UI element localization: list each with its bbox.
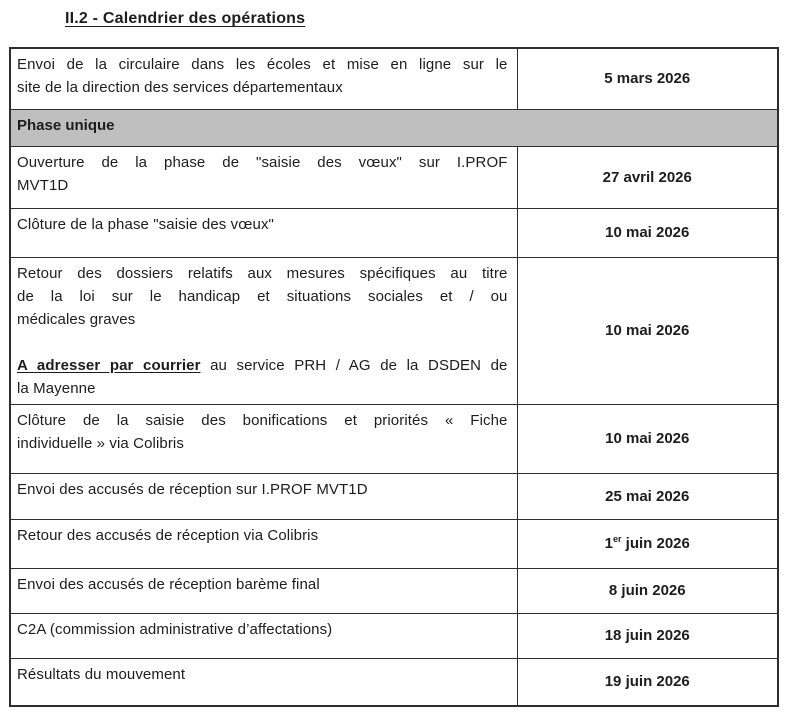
operation-cell (10, 613, 517, 658)
bold-underline-text: A adresser par courrier (17, 356, 201, 374)
operation-text: Envoi des accusés de réception sur I.PROF MVT1D (17, 480, 368, 498)
date-cell: 18 juin 2026 (517, 613, 778, 658)
date-cell: 25 mai 2026 (517, 473, 778, 519)
table-row-cloture-saisie-voeux (10, 208, 778, 257)
operation-text: C2A (commission administrative d’affectations) (17, 620, 333, 638)
calendar-table (9, 47, 779, 707)
operation-text: Clôture de la saisie des bonifications et priorités « Fiche individuelle » via Colibris (17, 411, 508, 452)
date-cell: 19 juin 2026 (517, 658, 778, 706)
table-row-retour-dossiers (10, 257, 778, 404)
ordinal-superscript: er (612, 534, 622, 544)
table-row-envoi-accuses-bareme (10, 568, 778, 613)
operation-cell (10, 208, 517, 257)
page-title: II.2 - Calendrier des opérations (65, 10, 306, 27)
operation-text: Résultats du mouvement (17, 665, 186, 683)
operation-text: Ouverture de la phase de "saisie des vœux" sur I.PROF MVT1D (17, 153, 508, 194)
table-row-resultats (10, 658, 778, 706)
operation-cell (10, 257, 517, 404)
date-cell: 27 avril 2026 (517, 146, 778, 208)
date-cell: 10 mai 2026 (517, 257, 778, 404)
table-row-ouverture-saisie (10, 146, 778, 208)
date-cell: 5 mars 2026 (517, 48, 778, 109)
operation-cell (10, 48, 517, 109)
date-cell: 10 mai 2026 (517, 208, 778, 257)
table-row-retour-accuses-colibris (10, 519, 778, 568)
section-header-cell: Phase unique (10, 109, 778, 146)
table-row-c2a (10, 613, 778, 658)
date-cell: 1er juin 2026 (517, 519, 778, 568)
operation-cell (10, 568, 517, 613)
table-row-phase-unique (10, 109, 778, 146)
operation-text: Retour des accusés de réception via Colibris (17, 526, 319, 544)
table-row-envoi-accuses-iprof (10, 473, 778, 519)
operation-cell (10, 146, 517, 208)
operation-text: Envoi de la circulaire dans les écoles et mise en ligne sur le site de la direction des services départementaux (17, 56, 508, 96)
table-row-cloture-bonifications (10, 404, 778, 473)
operation-text: Retour des dossiers relatifs aux mesures spécifiques au titre de la loi sur le handicap et situations sociales et / ou médicales graves (17, 264, 508, 328)
operation-text: Envoi des accusés de réception barème final (17, 575, 320, 593)
operation-cell (10, 404, 517, 473)
operation-cell (10, 658, 517, 706)
table-row-envoi-circulaire (10, 48, 778, 109)
operation-cell (10, 473, 517, 519)
operation-text: Clôture de la phase "saisie des vœux" (17, 215, 274, 233)
operation-note: A adresser par courrier au service PRH / AG de la DSDEN de la Mayenne (17, 356, 508, 397)
operation-cell (10, 519, 517, 568)
date-cell: 8 juin 2026 (517, 568, 778, 613)
date-cell: 10 mai 2026 (517, 404, 778, 473)
